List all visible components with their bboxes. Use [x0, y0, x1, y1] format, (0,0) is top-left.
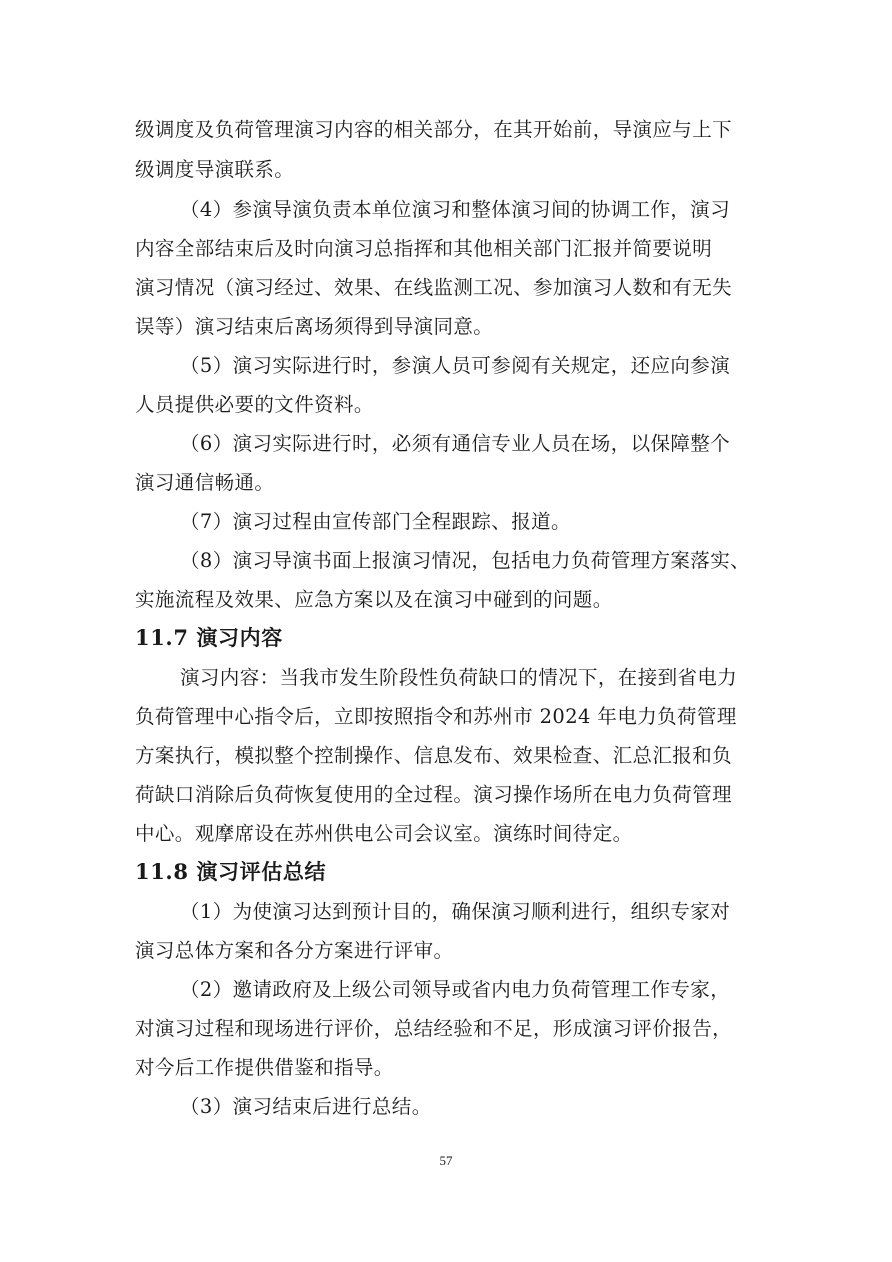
paragraph-line: 演习通信畅通。 [135, 471, 275, 494]
paragraph-line: （7）演习过程由宣传部门全程跟踪、报道。 [180, 510, 571, 533]
paragraph-line: 级调度及负荷管理演习内容的相关部分，在其开始前，导演应与上下 [135, 118, 733, 141]
paragraph-line: 荷缺口消除后负荷恢复使用的全过程。演习操作场所在电力负荷管理 [135, 783, 733, 806]
paragraph-line: （8）演习导演书面上报演习情况，包括电力负荷管理方案落实、 [180, 549, 751, 572]
paragraph-line: （6）演习实际进行时，必须有通信专业人员在场，以保障整个 [180, 432, 731, 455]
section-heading: 11.7 演习内容 [135, 625, 283, 650]
section-heading: 11.8 演习评估总结 [135, 859, 327, 884]
paragraph-line: 演习情况（演习经过、效果、在线监测工况、参加演习人数和有无失 [135, 276, 733, 299]
page-number: 57 [439, 1153, 453, 1168]
paragraph-line: （4）参演导演负责本单位演习和整体演习间的协调工作，演习 [180, 198, 731, 221]
paragraph-line: 演习总体方案和各分方案进行评审。 [135, 939, 454, 962]
paragraph-line: 演习内容：当我市发生阶段性负荷缺口的情况下，在接到省电力 [180, 666, 738, 689]
paragraph-line: （2）邀请政府及上级公司领导或省内电力负荷管理工作专家， [180, 978, 731, 1001]
paragraph-line: 负荷管理中心指令后，立即按照指令和苏州市 2024 年电力负荷管理 [135, 705, 737, 728]
paragraph-line: 级调度导演联系。 [135, 158, 295, 181]
paragraph-line: 内容全部结束后及时向演习总指挥和其他相关部门汇报并简要说明 [135, 237, 713, 260]
paragraph-line: （1）为使演习达到预计目的，确保演习顺利进行，组织专家对 [180, 900, 731, 923]
paragraph-line: 误等）演习结束后离场须得到导演同意。 [135, 315, 494, 338]
paragraph-line: （3）演习结束后进行总结。 [180, 1095, 432, 1118]
paragraph-line: （5）演习实际进行时，参演人员可参阅有关规定，还应向参演 [180, 354, 731, 377]
paragraph-line: 对今后工作提供借鉴和指导。 [135, 1056, 394, 1079]
paragraph-line: 中心。观摩席设在苏州供电公司会议室。演练时间待定。 [135, 822, 633, 845]
paragraph-line: 实施流程及效果、应急方案以及在演习中碰到的问题。 [135, 588, 613, 611]
paragraph-line: 人员提供必要的文件资料。 [135, 393, 374, 416]
paragraph-line: 对演习过程和现场进行评价，总结经验和不足，形成演习评价报告， [135, 1017, 733, 1040]
paragraph-line: 方案执行，模拟整个控制操作、信息发布、效果检查、汇总汇报和负 [135, 744, 733, 767]
